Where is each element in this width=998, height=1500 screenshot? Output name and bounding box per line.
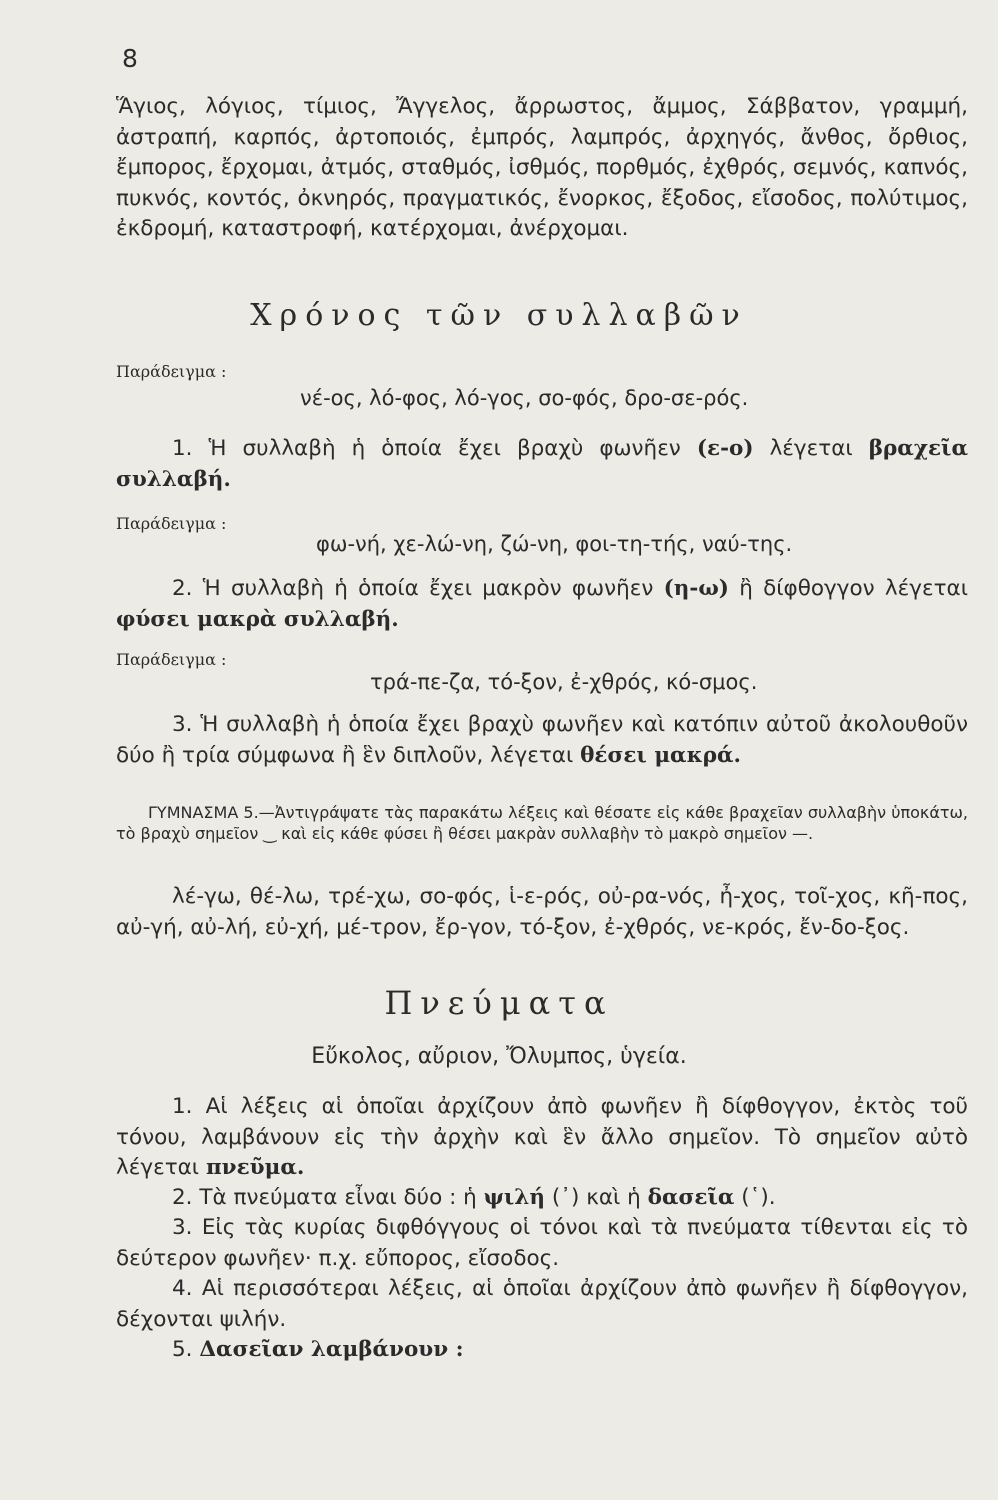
example-1: νέ-ος, λό-φος, λό-γος, σο-φός, δρο-σε-ρός. [300, 386, 749, 410]
rule-1-text: Ἡ συλλαβὴ ἡ ὁποία ἔχει βραχὺ φωνῆεν [208, 436, 681, 461]
rule-1-vowels: (ε-ο) [696, 436, 754, 461]
section-title-syllable-length: Χρόνος τῶν συλλαβῶν [250, 298, 748, 333]
rule-1-term: βραχεῖα συλλαβή. [116, 436, 968, 492]
example-2: φω-νή, χε-λώ-νη, ζώ-νη, φοι-τη-τής, ναύ-της. [316, 532, 793, 556]
breathing-rule-3 [116, 1213, 968, 1274]
rule-2-cont: ἢ δίφθογγον λέγεται [739, 576, 968, 601]
rule-1-says: λέγεται [769, 436, 853, 461]
breathing-rule-3-number: 3. [172, 1215, 193, 1240]
breathing-rule-5-number: 5. [172, 1337, 193, 1362]
breathing-rule-1-text: Αἱ λέξεις αἱ ὁποῖαι ἀρχίζουν ἀπὸ φωνῆεν ἢ δίφθογγον, ἐκτὸς τοῦ τόνου, λαμβάνουν εἰς τὴν ἀρχὴν καὶ ἓν ἄλλο σημεῖον. Τὸ σημεῖον αὐτὸ λέγεται [116, 1094, 968, 1180]
breathing-rule-4-text: Αἱ περισσότεραι λέξεις, αἱ ὁποῖαι ἀρχίζουν ἀπὸ φωνῆεν ἢ δίφθογγον, δέχονται ψιλήν. [116, 1276, 968, 1332]
example-label-3: Παράδειγμα : [116, 650, 227, 669]
rule-2-number: 2. [172, 576, 193, 601]
section-title-breathings: Πνεύματα [384, 984, 614, 1022]
breathing-rule-1 [116, 1092, 968, 1184]
page-number: 8 [122, 44, 138, 73]
breathing-rule-5-term: Δασεῖαν λαμβάνουν : [199, 1337, 464, 1362]
breathing-rule-2-term-psili: ψιλή [483, 1185, 545, 1210]
example-label-1: Παράδειγμα : [116, 362, 227, 381]
breathing-rule-2 [116, 1183, 968, 1214]
psili-mark: (᾿) [551, 1185, 580, 1210]
rule-1-number: 1. [172, 436, 193, 461]
intro-word-list: Ἅγιος, λόγιος, τίμιος, Ἄγγελος, ἄρρωστος, ἄμμος, Σάββατον, γραμμή, ἀστραπή, καρπός, ἀρτοποιός, ἐμπρός, λαμπρός, ἀρχηγός, ἄνθος, ὄρθιος, ἔμπορος, ἔρχομαι, ἀτμός, σταθμός, ἰσθμός, πορθμός, ἐχθρός, σεμνός, καπνός, πυκνός, κοντός, ὀκνηρός, πραγματικός, ἔνορκος, ἔξοδος, εἴσοδος, πολύτιμος, ἐκδρομή, καταστροφή, κατέρχομαι, ἀνέρχομαι. [116, 94, 968, 241]
rule-3 [116, 710, 968, 771]
breathing-rule-2-number: 2. [172, 1185, 193, 1210]
daseia-mark: (῾). [741, 1185, 776, 1210]
breathing-rule-3-text: Εἰς τὰς κυρίας διφθόγγους οἱ τόνοι καὶ τὰ πνεύματα τίθενται εἰς τὸ δεύτερον φωνῆεν· π.χ. εὔπορος, εἴσοδος. [116, 1215, 968, 1271]
breathing-rule-4-number: 4. [172, 1276, 193, 1301]
example-3: τρά-πε-ζα, τό-ξον, ἐ-χθρός, κό-σμος. [370, 670, 758, 694]
rule-1 [116, 434, 968, 495]
exercise-5-instructions: ΓΥΜΝΑΣΜΑ 5.—Ἀντιγράψατε τὰς παρακάτω λέξεις καὶ θέσατε εἰς κάθε βραχεῖαν συλλαβὴν ὑποκάτω, τὸ βραχὺ σημεῖον ‿ καὶ εἰς κάθε φύσει ἢ θέσει μακρὰν συλλαβὴν τὸ μακρὸ σημεῖον —. [116, 803, 968, 843]
breathing-rule-5 [116, 1335, 968, 1366]
breathing-rule-2-and: καὶ ἡ [586, 1185, 641, 1210]
rule-3-text: Ἡ συλλαβὴ ἡ ὁποία ἔχει βραχὺ φωνῆεν καὶ κατόπιν αὐτοῦ ἀκολουθοῦν δύο ἢ τρία σύμφωνα ἢ ἓν διπλοῦν, λέγεται [116, 712, 968, 768]
breathing-rule-1-number: 1. [172, 1094, 193, 1119]
rule-2-vowels: (η-ω) [663, 576, 729, 601]
breathing-rule-4 [116, 1274, 968, 1335]
breathing-examples: Εὔκολος, αὔριον, Ὄλυμπος, ὑγεία. [311, 1044, 687, 1069]
rule-3-number: 3. [172, 712, 193, 737]
example-label-2: Παράδειγμα : [116, 514, 227, 533]
rule-2-term: φύσει μακρὰ συλλαβή. [116, 606, 399, 632]
rule-2-text: Ἡ συλλαβὴ ἡ ὁποία ἔχει μακρὸν φωνῆεν [202, 576, 654, 601]
rule-3-term: θέσει μακρά. [580, 742, 742, 768]
breathing-rule-2-text: Τὰ πνεύματα εἶναι δύο : ἡ [199, 1185, 477, 1210]
exercise-5-words: λέ-γω, θέ-λω, τρέ-χω, σο-φός, ἱ-ε-ρός, οὐ-ρα-νός, ἦ-χος, τοῖ-χος, κῆ-πος, αὐ-γή, αὐ-λή, εὐ-χή, μέ-τρον, ἔρ-γον, τό-ξον, ἐ-χθρός, νε-κρός, ἔν-δο-ξος. [116, 884, 968, 940]
breathing-rule-2-term-daseia: δασεῖα [647, 1185, 735, 1210]
breathing-rule-1-term: πνεῦμα. [205, 1155, 305, 1180]
rule-2 [116, 574, 968, 635]
